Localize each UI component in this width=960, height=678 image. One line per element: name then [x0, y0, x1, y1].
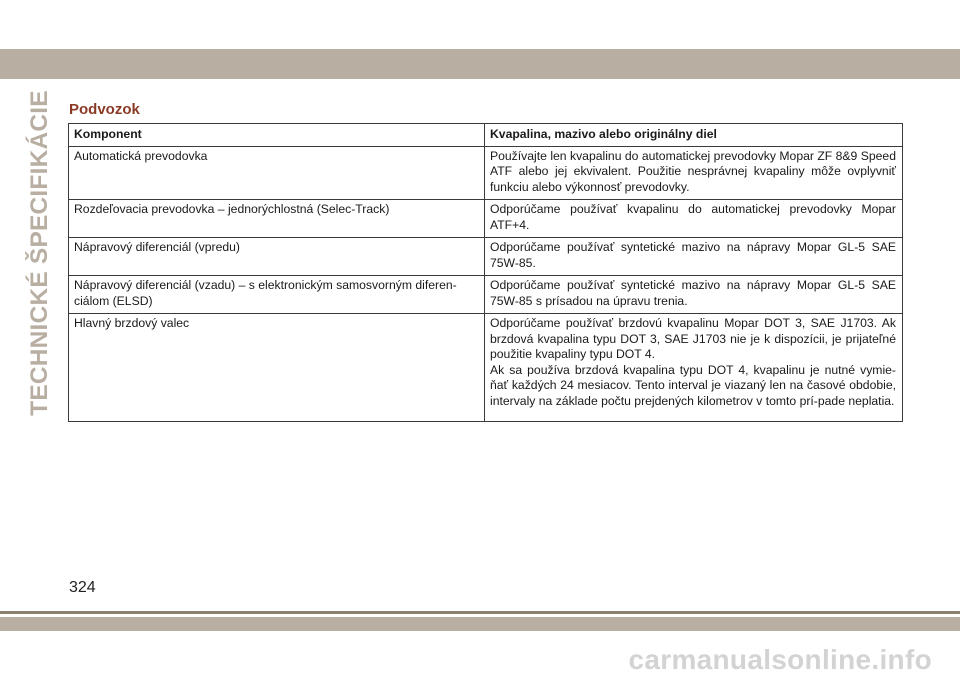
component-cell: Nápravový diferenciál (vzadu) – s elektronickým samosvorným diferen-ciálom (ELSD): [69, 276, 485, 314]
header-band: [0, 49, 960, 79]
column-header-fluid: Kvapalina, mazivo alebo originálny diel: [485, 124, 903, 147]
column-header-component: Komponent: [69, 124, 485, 147]
watermark: carmanualsonline.info: [628, 644, 932, 675]
table-row: [69, 238, 903, 276]
table-header-row: [69, 124, 903, 147]
footer-band: [0, 617, 960, 631]
table-row: [69, 146, 903, 200]
fluid-cell: Používajte len kvapalinu do automatickej prevodovky Mopar ZF 8&9 Speed ATF alebo jej ekvivalent. Použitie nesprávnej kvapaliny môže ovplyvniť funkciu alebo výkonnosť prevodovky.: [485, 146, 903, 200]
footer-rule: [0, 611, 960, 614]
fluid-cell: Odporúčame používať syntetické mazivo na nápravy Mopar GL-5 SAE 75W-85.: [485, 238, 903, 276]
side-title-text: TECHNICKÉ ŠPECIFIKÁCIE: [26, 89, 53, 416]
page-number: 324: [69, 579, 96, 596]
component-cell: Hlavný brzdový valec: [69, 314, 485, 422]
table-row: [69, 200, 903, 238]
fluid-cell: Odporúčame používať kvapalinu do automatickej prevodovky Mopar ATF+4.: [485, 200, 903, 238]
component-cell: Automatická prevodovka: [69, 146, 485, 200]
table-row: [69, 276, 903, 314]
component-cell: Rozdeľovacia prevodovka – jednorýchlostná (Selec-Track): [69, 200, 485, 238]
table-row: [69, 314, 903, 422]
spec-table: [68, 123, 903, 422]
fluid-cell: Odporúčame používať syntetické mazivo na nápravy Mopar GL-5 SAE 75W-85 s prísadou na úpravu trenia.: [485, 276, 903, 314]
component-cell: Nápravový diferenciál (vpredu): [69, 238, 485, 276]
fluid-text: Odporúčame používať brzdovú kvapalinu Mopar DOT 3, SAE J1703. Ak brzdová kvapalina typu DOT 3, SAE J1703 nie je k dispozícii, je prijateľné použitie kvapaliny typu DOT 4.: [490, 316, 896, 361]
fluid-cell: [485, 314, 903, 422]
section-title: Podvozok: [69, 101, 140, 118]
fluid-note: Ak sa používa brzdová kvapalina typu DOT 4, kvapalinu je nutné vymie-ňať každých 24 mesiacov. Tento interval je viazaný len na časové obdobie, intervaly na základe počtu prejdených kilometrov v tomto prí-pade neplatia.: [490, 362, 896, 408]
side-section-title: [22, 89, 58, 416]
